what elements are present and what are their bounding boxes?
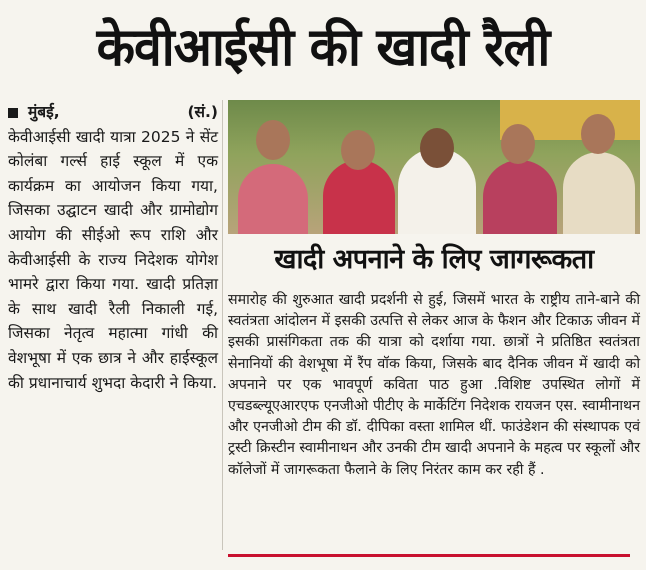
- column-divider: [222, 100, 223, 550]
- headline: केवीआईसी की खादी रैली: [96, 16, 550, 78]
- bullet-icon: [8, 108, 18, 118]
- left-column-body: केवीआईसी खादी यात्रा 2025 ने सेंट कोलंबा गर्ल्स हाई स्कूल में एक कार्यक्रम का आयोजन किया गया, जिसका उद्घाटन खादी और ग्रामोद्योग आयोग की सीईओ रूप राशि और केवीआईसी के राज्य निदेशक योगेश भामरे द्वारा किया गया. खादी प्रतिज्ञा के साथ खादी रैली निकाली गई, जिसका नेतृत्व महात्मा गांधी की वेशभूषा में एक छात्र ने और हाईस्कूल की प्रधानाचार्य शुभदा केदारी ने किया.: [8, 127, 218, 392]
- person-head: [581, 114, 615, 154]
- event-photo: [228, 100, 640, 234]
- person-head: [420, 128, 454, 168]
- person-figure: [563, 152, 635, 234]
- left-column: [8, 100, 218, 395]
- subheadline: खादी अपनाने के लिए जागरूकता: [274, 244, 594, 275]
- person-figure: [238, 164, 308, 234]
- person-head: [256, 120, 290, 160]
- city-dateline: [8, 100, 60, 125]
- accent-underline: [228, 554, 630, 557]
- person-figure: [323, 160, 395, 234]
- dateline: [8, 100, 218, 125]
- person-head: [501, 124, 535, 164]
- right-column-body: समारोह की शुरुआत खादी प्रदर्शनी से हुई, जिसमें भारत के राष्ट्रीय ताने-बाने की स्वतंत्रता आंदोलन में इसकी उत्पत्ति से लेकर आज के फैशन और टिकाऊ जीवन में इसकी प्रासंगिकता तक की यात्रा को दर्शाया गया. छात्रों ने प्रतिष्ठित स्वतंत्रता सेनानियों की वेशभूषा में रैंप वॉक किया, जिसके बाद दैनिक जीवन में खादी को अपनाने पर एक भावपूर्ण कविता पाठ हुआ .विशिष्ट उपस्थित लोगों में एचडब्ल्यूएआरएफ एनजीओ पीटीए के मार्केटिंग निदेशक रायजन एस. स्वामीनाथन और एनजीओ टीम की डॉ. दीपिका वस्ता शामिल थीं. फाउंडेशन की संस्थापक एवं ट्रस्टी क्रिस्टीन स्वामीनाथन और उनकी टीम खादी अपनाने के महत्व पर स्कूलों और कॉलेजों में जागरूकता फैलाने के लिए निरंतर काम कर रही हैं .: [228, 292, 640, 478]
- person-figure: [483, 160, 557, 234]
- city-label: मुंबई,: [28, 103, 60, 121]
- person-head: [341, 130, 375, 170]
- source-label: (सं.): [187, 103, 218, 121]
